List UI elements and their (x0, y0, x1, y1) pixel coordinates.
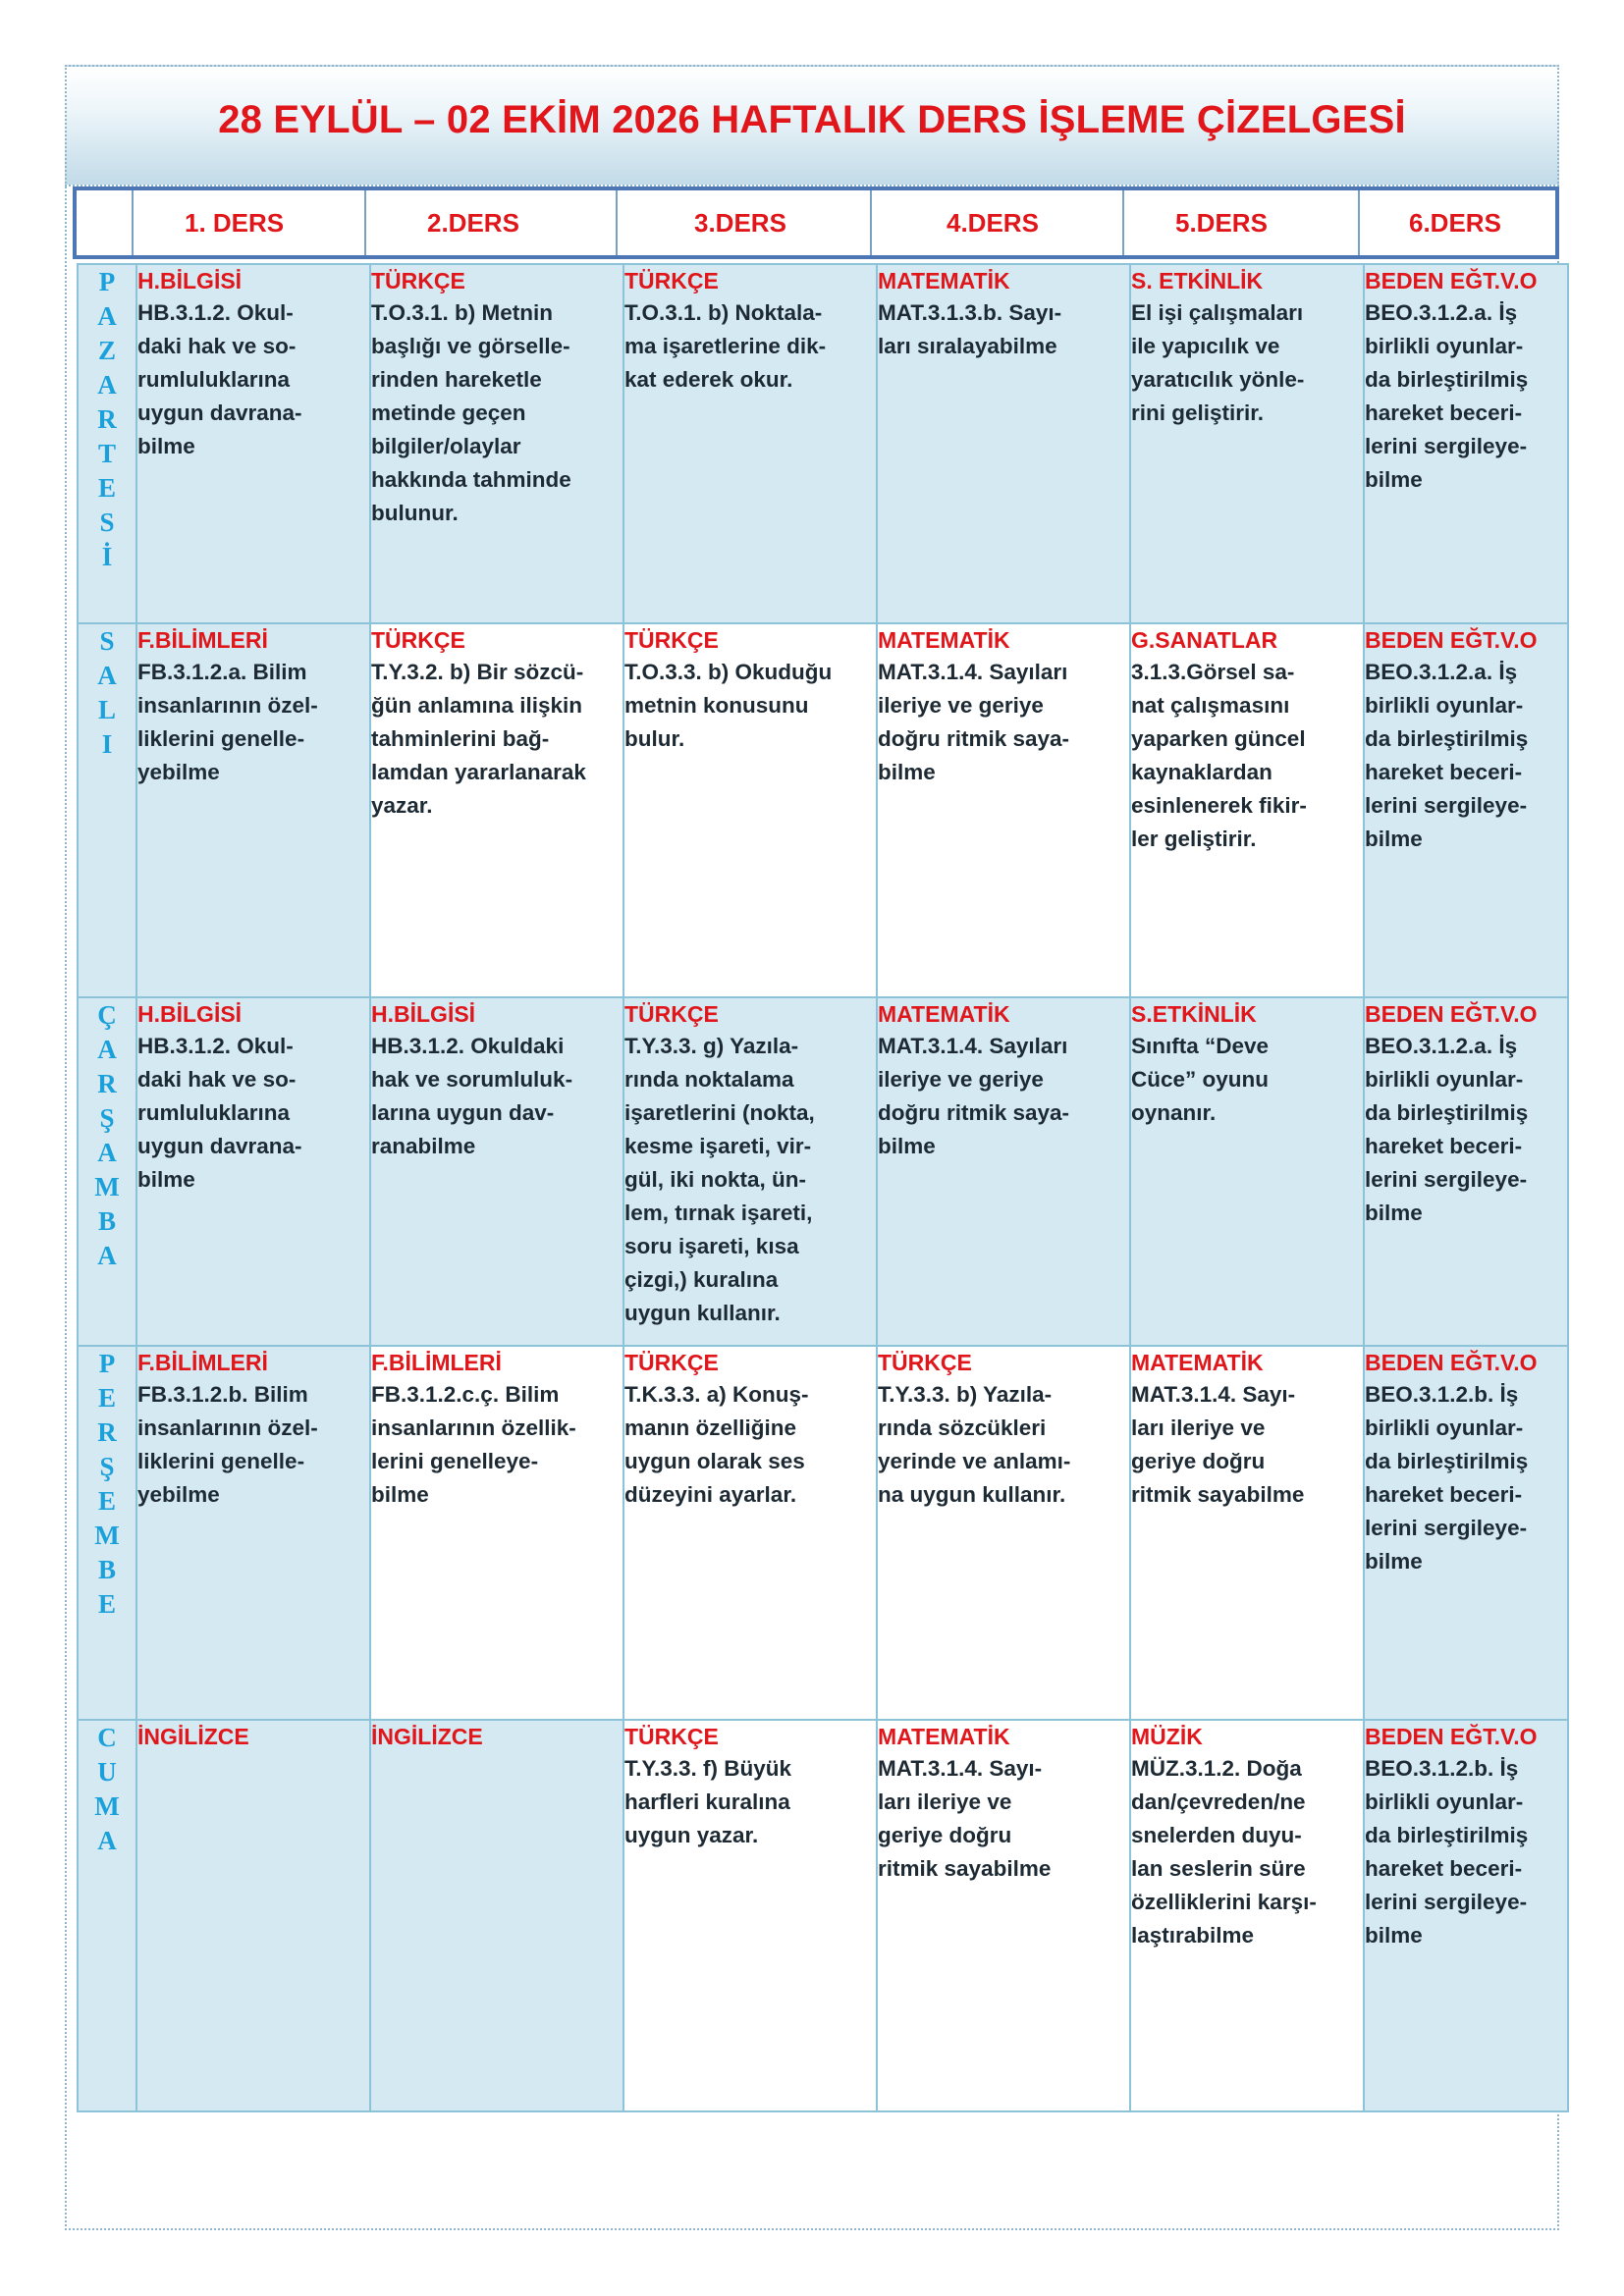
lesson-cell (1364, 1346, 1568, 1720)
day-letter: M (94, 1521, 120, 1550)
lesson-objective: BEO.3.1.2.b. İş birlikli oyunlar- da birleştirilmiş hareket beceri- lerini sergileye- bilme (1365, 1382, 1529, 1574)
lesson-cell (136, 1720, 370, 2111)
schedule-table (77, 263, 1569, 2112)
day-letter: E (97, 473, 116, 503)
lesson-objective: MAT.3.1.4. Sayıları ileriye ve geriye doğru ritmik saya- bilme (878, 1034, 1070, 1158)
lesson-cell (1364, 997, 1568, 1346)
lesson-cell (370, 997, 623, 1346)
day-label (78, 1346, 136, 1720)
lesson-subject: H.BİLGİSİ (137, 1001, 243, 1027)
header-period-6: 6.DERS (1409, 207, 1501, 238)
lesson-subject: G.SANATLAR (1131, 627, 1278, 653)
day-letter: T (97, 439, 116, 468)
lesson-subject: MATEMATİK (878, 627, 1010, 653)
lesson-subject: F.BİLİMLERİ (137, 1350, 268, 1375)
lesson-cell (877, 1346, 1130, 1720)
lesson-cell (623, 264, 877, 623)
day-letter: B (97, 1206, 116, 1236)
lesson-cell (623, 623, 877, 997)
lesson-subject: MÜZİK (1131, 1724, 1203, 1749)
day-letter: E (97, 1383, 116, 1413)
lesson-subject: S.ETKİNLİK (1131, 1001, 1257, 1027)
lesson-cell (877, 623, 1130, 997)
lesson-objective: MAT.3.1.4. Sayıları ileriye ve geriye doğru ritmik saya- bilme (878, 660, 1070, 784)
lesson-objective: HB.3.1.2. Okuldaki hak ve sorumluluk- larına uygun dav- ranabilme (371, 1034, 573, 1158)
lesson-cell (1130, 623, 1364, 997)
lesson-subject: TÜRKÇE (624, 1724, 719, 1749)
lesson-cell (623, 1346, 877, 1720)
lesson-objective: Sınıfta “Deve Cüce” oyunu oynanır. (1131, 1034, 1270, 1125)
lesson-objective: FB.3.1.2.a. Bilim insanlarının özel- liklerini genelle- yebilme (137, 660, 318, 784)
day-row (78, 997, 1568, 1346)
lesson-subject: MATEMATİK (878, 268, 1010, 294)
lesson-subject: TÜRKÇE (371, 627, 465, 653)
header-period-4: 4.DERS (872, 190, 1124, 255)
lesson-objective: MAT.3.1.4. Sayı- ları ileriye ve geriye doğru ritmik sayabilme (878, 1756, 1052, 1881)
lesson-cell (1364, 623, 1568, 997)
day-letter: R (97, 1069, 117, 1098)
day-letter: A (97, 661, 117, 690)
lesson-objective: FB.3.1.2.b. Bilim insanlarının özel- liklerini genelle- yebilme (137, 1382, 318, 1507)
lesson-cell (1130, 1346, 1364, 1720)
lesson-subject: BEDEN EĞT.V.O (1365, 1724, 1538, 1749)
day-letter: S (99, 507, 115, 537)
lesson-objective: HB.3.1.2. Okul- daki hak ve so- rumluluklarına uygun davrana- bilme (137, 300, 302, 458)
day-letter: S (99, 626, 115, 656)
day-letter: E (97, 1589, 116, 1619)
lesson-subject: F.BİLİMLERİ (371, 1350, 502, 1375)
lesson-objective: BEO.3.1.2.b. İş birlikli oyunlar- da birleştirilmiş hareket beceri- lerini sergileye- bilme (1365, 1756, 1529, 1948)
day-letter: C (97, 1723, 117, 1752)
day-row (78, 623, 1568, 997)
lesson-subject: H.BİLGİSİ (137, 268, 243, 294)
lesson-cell (370, 1346, 623, 1720)
lesson-objective: T.Y.3.2. b) Bir sözcü- ğün anlamına ilişkin tahminlerini bağ- lamdan yararlanarak yazar. (371, 660, 586, 818)
day-letter: İ (101, 542, 113, 571)
lesson-cell (1130, 264, 1364, 623)
day-letter: Ş (99, 1452, 115, 1481)
day-letter: B (97, 1555, 116, 1584)
lesson-cell (370, 623, 623, 997)
day-row (78, 264, 1568, 623)
lesson-subject: İNGİLİZCE (137, 1724, 249, 1749)
lesson-subject: H.BİLGİSİ (371, 1001, 476, 1027)
lesson-subject: TÜRKÇE (624, 268, 719, 294)
header-period-1: 1. DERS (134, 190, 366, 255)
lesson-objective: T.Y.3.3. g) Yazıla- rında noktalama işaretlerini (nokta, kesme işareti, vir- gül, iki nokta, ün- lem, tırnak işareti, soru işareti, kısa çizgi,) kuralına uygun kullanır. (624, 1034, 815, 1325)
day-row (78, 1720, 1568, 2111)
lesson-objective: T.O.3.1. b) Metnin başlığı ve görselle- rinden hareketle metinde geçen bilgiler/olaylar hakkında tahminde bulunur. (371, 300, 571, 525)
lesson-cell (877, 1720, 1130, 2111)
day-letter: M (94, 1172, 120, 1201)
lesson-subject: BEDEN EĞT.V.O (1365, 1001, 1538, 1027)
day-label (78, 1720, 136, 2111)
lesson-cell (370, 1720, 623, 2111)
lesson-subject: BEDEN EĞT.V.O (1365, 1350, 1538, 1375)
lesson-subject: İNGİLİZCE (371, 1724, 483, 1749)
lesson-cell (370, 264, 623, 623)
lesson-cell (877, 264, 1130, 623)
day-letter: L (97, 695, 116, 724)
lesson-subject: TÜRKÇE (371, 268, 465, 294)
lesson-objective: MÜZ.3.1.2. Doğa dan/çevreden/ne snelerden duyu- lan seslerin süre özelliklerini karşı- laştırabilme (1131, 1756, 1317, 1948)
lesson-subject: TÜRKÇE (624, 627, 719, 653)
lesson-objective: HB.3.1.2. Okul- daki hak ve so- rumluluklarına uygun davrana- bilme (137, 1034, 302, 1192)
lesson-cell (1364, 264, 1568, 623)
day-letter: R (97, 1417, 117, 1447)
lesson-objective: BEO.3.1.2.a. İş birlikli oyunlar- da birleştirilmiş hareket beceri- lerini sergileye- bilme (1365, 1034, 1529, 1225)
lesson-subject: TÜRKÇE (624, 1350, 719, 1375)
day-row (78, 1346, 1568, 1720)
day-label (78, 623, 136, 997)
day-letter: A (97, 301, 117, 331)
lesson-cell (1130, 997, 1364, 1346)
lesson-cell (623, 997, 877, 1346)
lesson-objective: T.O.3.3. b) Okuduğu metnin konusunu bulur. (624, 660, 833, 751)
day-letter: P (98, 1349, 116, 1378)
lesson-subject: MATEMATİK (1131, 1350, 1264, 1375)
lesson-objective: BEO.3.1.2.a. İş birlikli oyunlar- da birleştirilmiş hareket beceri- lerini sergileye- bilme (1365, 300, 1529, 492)
lesson-subject: F.BİLİMLERİ (137, 627, 268, 653)
day-letter: Z (97, 336, 116, 365)
lesson-objective: El işi çalışmaları ile yapıcılık ve yaratıcılık yönle- rini geliştirir. (1131, 300, 1305, 425)
lesson-cell (136, 1346, 370, 1720)
header-corner (77, 190, 134, 255)
lesson-subject: TÜRKÇE (624, 1001, 719, 1027)
lesson-objective: T.Y.3.3. f) Büyük harfleri kuralına uygun yazar. (624, 1756, 792, 1847)
day-label (78, 997, 136, 1346)
header-period-2: 2.DERS (366, 190, 618, 255)
day-letter: A (97, 1241, 117, 1270)
lesson-subject: MATEMATİK (878, 1724, 1010, 1749)
lesson-objective: MAT.3.1.4. Sayı- ları ileriye ve geriye doğru ritmik sayabilme (1131, 1382, 1305, 1507)
lesson-cell (136, 264, 370, 623)
day-letter: A (97, 1826, 117, 1855)
lesson-cell (1364, 1720, 1568, 2111)
header-period-3: 3.DERS (618, 190, 872, 255)
day-letter: P (98, 267, 116, 296)
lesson-subject: BEDEN EĞT.V.O (1365, 268, 1538, 294)
day-letter: U (97, 1757, 117, 1787)
day-letter: E (97, 1486, 116, 1516)
day-letter: A (97, 1138, 117, 1167)
lesson-objective: BEO.3.1.2.a. İş birlikli oyunlar- da birleştirilmiş hareket beceri- lerini sergileye- bilme (1365, 660, 1529, 851)
lesson-subject: S. ETKİNLİK (1131, 268, 1264, 294)
lesson-objective: T.K.3.3. a) Konuş- manın özelliğine uygun olarak ses düzeyini ayarlar. (624, 1382, 809, 1507)
day-letter: A (97, 1035, 117, 1064)
day-letter: A (97, 370, 117, 400)
lesson-cell (623, 1720, 877, 2111)
lesson-objective: T.O.3.1. b) Noktala- ma işaretlerine dik- kat ederek okur. (624, 300, 827, 392)
day-letter: Ş (99, 1103, 115, 1133)
lesson-objective: T.Y.3.3. b) Yazıla- rında sözcükleri yerinde ve anlamı- na uygun kullanır. (878, 1382, 1071, 1507)
lesson-cell (136, 997, 370, 1346)
lesson-cell (136, 623, 370, 997)
lesson-objective: MAT.3.1.3.b. Sayı- ları sıralayabilme (878, 300, 1062, 358)
day-letter: I (101, 729, 113, 759)
lesson-objective: FB.3.1.2.c.ç. Bilim insanlarının özellik- lerini genelleye- bilme (371, 1382, 576, 1507)
lesson-subject: TÜRKÇE (878, 1350, 972, 1375)
period-header-row (73, 187, 1559, 259)
lesson-subject: BEDEN EĞT.V.O (1365, 627, 1538, 653)
lesson-cell (1130, 1720, 1364, 2111)
day-letter: M (94, 1791, 120, 1821)
lesson-subject: MATEMATİK (878, 1001, 1010, 1027)
day-label (78, 264, 136, 623)
page-title: 28 EYLÜL – 02 EKİM 2026 HAFTALIK DERS İŞLEME ÇİZELGESİ (218, 97, 1406, 141)
day-letter: R (97, 404, 117, 434)
title-banner (65, 65, 1559, 187)
header-period-5: 5.DERS (1124, 190, 1360, 255)
day-letter: Ç (97, 1000, 117, 1030)
lesson-cell (877, 997, 1130, 1346)
lesson-objective: 3.1.3.Görsel sa- nat çalışmasını yaparken güncel kaynaklardan esinlenerek fikir- ler geliştirir. (1131, 660, 1307, 851)
